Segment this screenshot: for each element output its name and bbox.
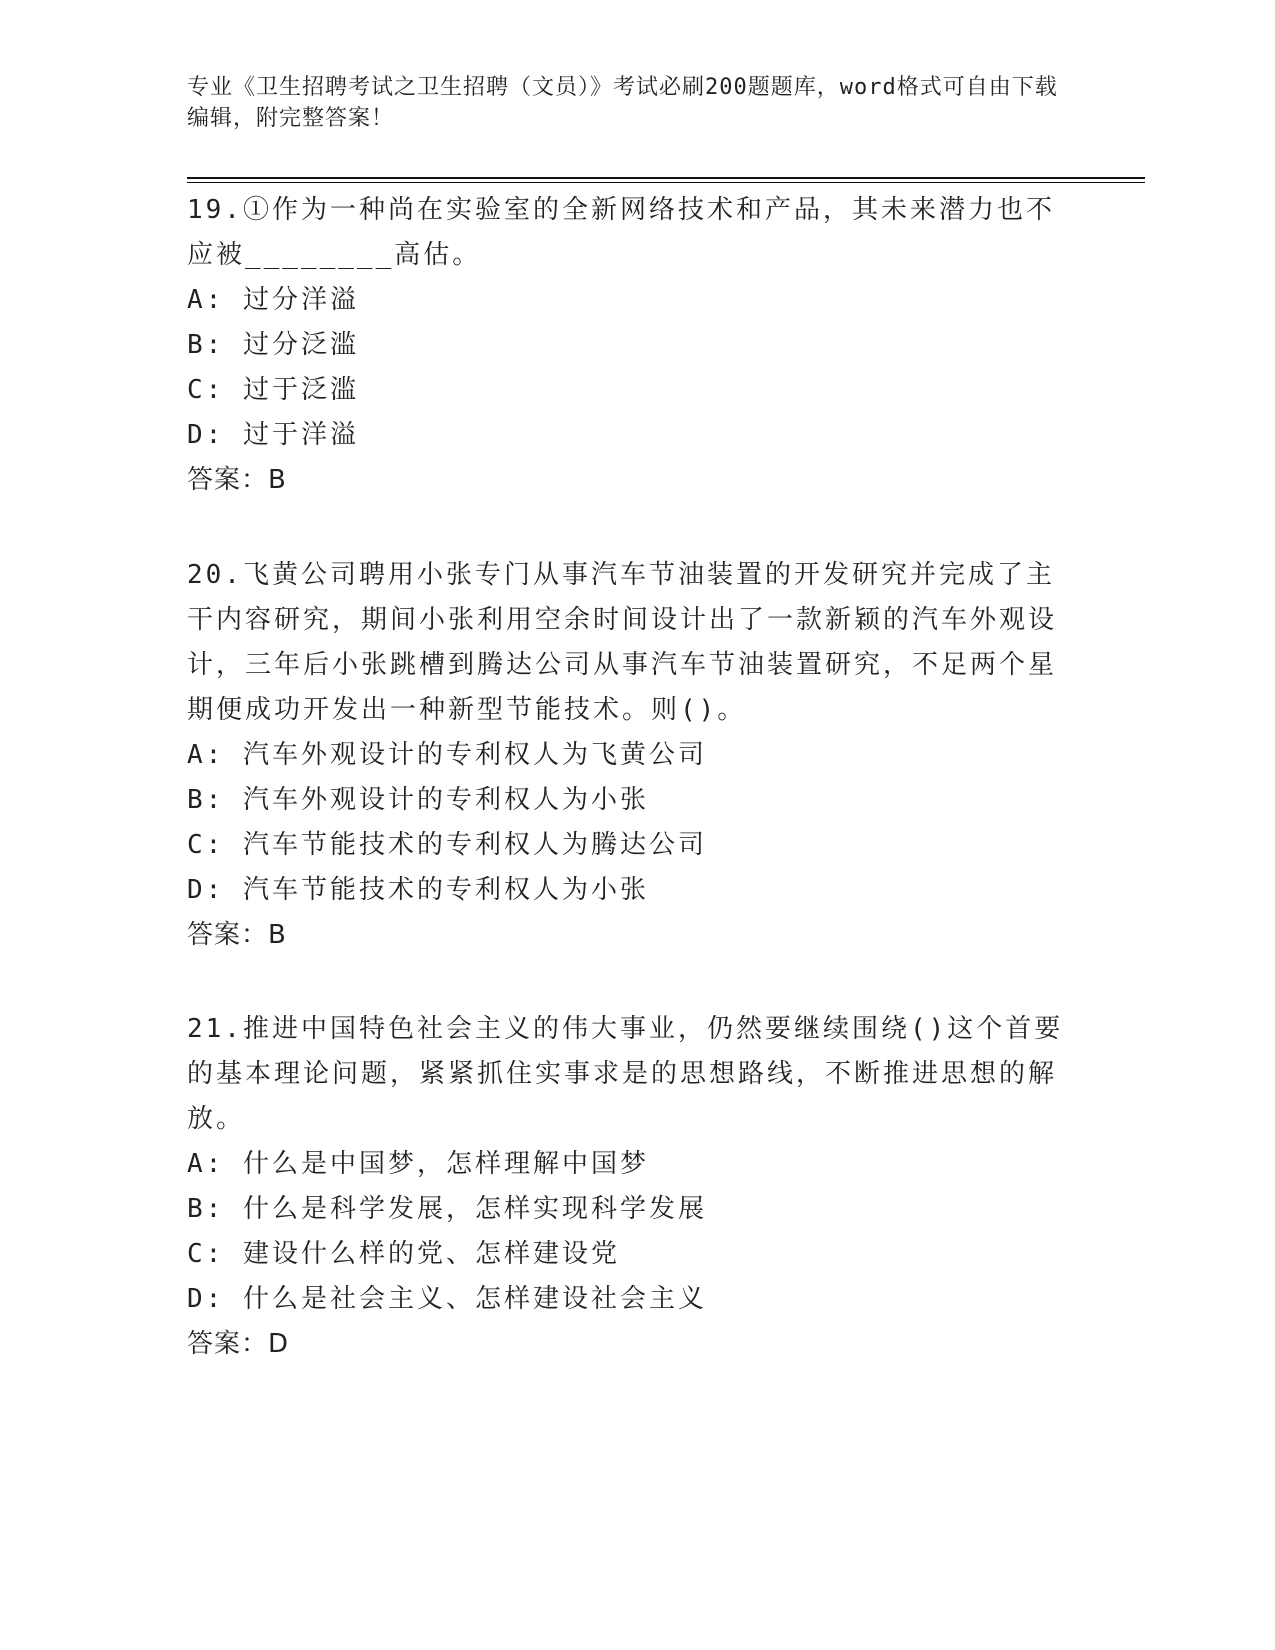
header-divider-thin bbox=[187, 182, 1145, 183]
option-b: B: 什么是科学发展，怎样实现科学发展 bbox=[187, 1194, 707, 1224]
option-a: A: 过分洋溢 bbox=[187, 285, 359, 315]
question-stem: 20.飞黄公司聘用小张专门从事汽车节油装置的开发研究并完成了主干内容研究，期间小张利用空余时间设计出了一款新颖的汽车外观设计，三年后小张跳槽到腾达公司从事汽车节油装置研究，不足两个星期便成功开发出一种新型节能技术。则()。 bbox=[187, 560, 1058, 725]
question-stem: 21.推进中国特色社会主义的伟大事业，仍然要继续围绕()这个首要的基本理论问题，紧紧抓住实事求是的思想路线，不断推进思想的解放。 bbox=[187, 1014, 1064, 1134]
option-c: C: 过于泛滥 bbox=[187, 375, 359, 405]
question-stem: 19.①作为一种尚在实验室的全新网络技术和产品，其未来潜力也不应被________高估。 bbox=[187, 195, 1055, 270]
option-b: B: 过分泛滥 bbox=[187, 330, 359, 360]
option-d: D: 什么是社会主义、怎样建设社会主义 bbox=[187, 1284, 707, 1314]
question-20 bbox=[187, 553, 1067, 958]
option-d: D: 过于洋溢 bbox=[187, 420, 359, 450]
option-b: B: 汽车外观设计的专利权人为小张 bbox=[187, 785, 649, 815]
option-c: C: 汽车节能技术的专利权人为腾达公司 bbox=[187, 830, 707, 860]
answer: 答案：D bbox=[187, 1329, 290, 1359]
answer: 答案：B bbox=[187, 465, 287, 495]
option-a: A: 什么是中国梦，怎样理解中国梦 bbox=[187, 1149, 649, 1179]
option-a: A: 汽车外观设计的专利权人为飞黄公司 bbox=[187, 740, 707, 770]
document-header: 专业《卫生招聘考试之卫生招聘（文员）》考试必刷200题题库，word格式可自由下载编辑，附完整答案！ bbox=[187, 75, 1058, 131]
question-21 bbox=[187, 1007, 1067, 1367]
option-c: C: 建设什么样的党、怎样建设党 bbox=[187, 1239, 620, 1269]
question-19 bbox=[187, 188, 1067, 503]
header-divider-thick bbox=[187, 177, 1145, 179]
option-d: D: 汽车节能技术的专利权人为小张 bbox=[187, 875, 649, 905]
answer: 答案：B bbox=[187, 920, 287, 950]
